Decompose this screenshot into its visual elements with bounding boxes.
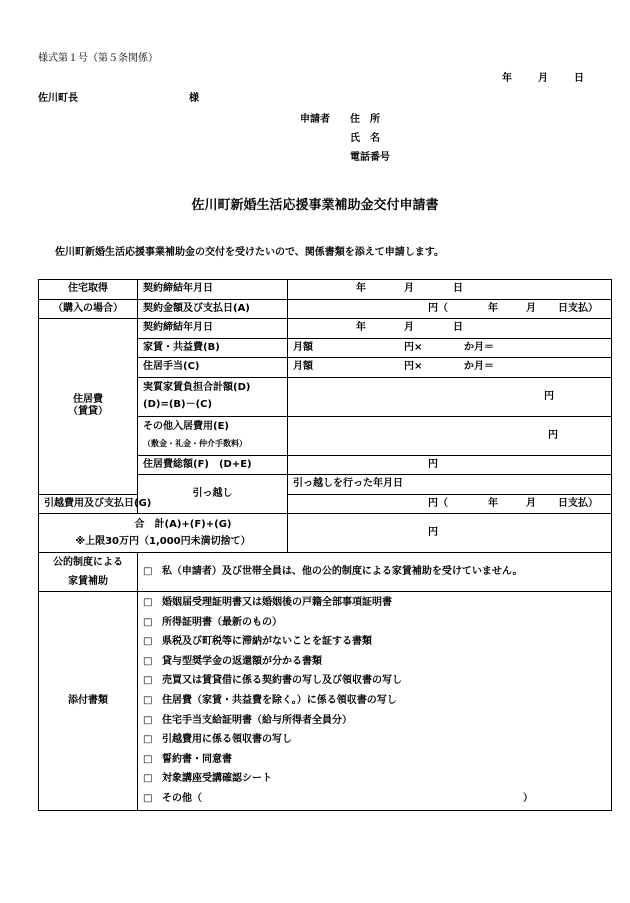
- attachment-checkbox[interactable]: □: [143, 616, 153, 628]
- form-number: 様式第１号（第５条関係）: [38, 53, 158, 64]
- day-unit: 日: [453, 322, 463, 334]
- attachment-checkbox[interactable]: □: [143, 675, 153, 687]
- other-costs-label-line1: その他入居費用(E): [143, 421, 229, 432]
- actual-rent-label-line2: (D)=(B)－(C): [143, 399, 213, 410]
- yen-unit: 円: [428, 458, 438, 470]
- yen-paren-unit: 円（: [428, 497, 448, 509]
- attachment-label: 引越費用に係る領収書の写し: [162, 734, 292, 746]
- attachment-label: 婚姻届受理証明書又は婚姻後の戸籍全部事項証明書: [162, 597, 392, 608]
- table-row: [39, 280, 612, 300]
- list-item: [143, 711, 606, 731]
- actual-rent-label-line1: 実質家賃負担合計額(D): [143, 382, 251, 393]
- rental-cat-line2: （賃貸）: [68, 406, 108, 418]
- list-item: [143, 671, 606, 691]
- attachment-label: 誓約書・同意書: [162, 753, 232, 765]
- attachment-checkbox[interactable]: □: [143, 734, 153, 746]
- actual-rent-value[interactable]: [288, 377, 612, 416]
- yen-unit: 円: [428, 527, 438, 538]
- months-eq-unit: か月＝: [464, 361, 494, 373]
- moving-date-label: 引っ越しを行った年月日: [288, 475, 612, 495]
- list-item: [143, 632, 606, 652]
- public-subsidy-cat: [39, 553, 138, 592]
- intro-text: 佐川町新婚生活応援事業補助金の交付を受けたいので、関係書類を添えて申請します。: [55, 247, 444, 258]
- attachment-checkbox[interactable]: □: [143, 694, 153, 706]
- housing-total-value[interactable]: [288, 455, 612, 475]
- table-row: [39, 592, 612, 811]
- housing-acq-cat-line1: 住宅取得: [39, 280, 138, 300]
- paid-close-unit: 日支払）: [558, 497, 598, 509]
- table-row: [39, 494, 612, 514]
- date-month: 月: [538, 73, 548, 84]
- month-unit: 月: [404, 283, 414, 295]
- month-unit: 月: [526, 497, 536, 509]
- housing-total-label: 住居費総額(F) (D+E): [138, 455, 288, 475]
- housing-acq-amount-label: 契約金額及び支払日(A): [138, 299, 288, 319]
- list-item: [143, 789, 606, 809]
- housing-acq-cat-line2: （購入の場合）: [39, 299, 138, 319]
- table-row: [39, 514, 612, 553]
- list-item: [143, 691, 606, 711]
- attachment-label: 県税及び町税等に滞納がないことを証する書類: [162, 636, 372, 648]
- housing-acq-amount-value[interactable]: [288, 299, 612, 319]
- moving-cat: 引っ越し: [138, 475, 288, 514]
- allowance-label: 住居手当(C): [138, 358, 288, 378]
- attachment-checkbox[interactable]: □: [143, 773, 153, 785]
- attachment-checkbox[interactable]: □: [143, 792, 153, 804]
- moving-cost-value[interactable]: [288, 494, 612, 514]
- table-row: [39, 299, 612, 319]
- list-item: [143, 652, 606, 672]
- attachment-label: その他（: [162, 792, 202, 804]
- attachment-label: 住居費（家賃・共益費を除く。）に係る領収書の写し: [162, 694, 397, 706]
- addressee: 佐川町長: [38, 93, 78, 104]
- attachment-label: 対象講座受講確認シート: [162, 773, 272, 785]
- day-unit: 日: [453, 283, 463, 295]
- yen-paren-unit: 円（: [428, 302, 448, 314]
- public-subsidy-cat-line2: 家賃補助: [68, 575, 108, 587]
- month-unit: 月: [526, 302, 536, 314]
- year-unit: 年: [488, 302, 498, 314]
- times-unit: 円×: [404, 341, 423, 353]
- year-unit: 年: [488, 497, 498, 509]
- sum-label-line2: ※上限30万円（1,000円未満切捨て）: [75, 535, 251, 547]
- months-eq-unit: か月＝: [464, 341, 494, 353]
- list-item: [143, 593, 606, 613]
- sum-label-line1: 合 計(A)+(F)+(G): [134, 518, 232, 530]
- attachment-label: 所得証明書（最新のもの）: [162, 616, 282, 628]
- attachment-label: 貸与型奨学金の返還額が分かる書類: [162, 655, 322, 667]
- housing-acq-contract-date-value[interactable]: [288, 280, 612, 300]
- rental-contract-date-value[interactable]: [288, 319, 612, 339]
- table-row: [39, 319, 612, 339]
- year-unit: 年: [356, 283, 366, 295]
- addressee-honorific: 様: [189, 93, 199, 104]
- moving-cost-label: 引越費用及び支払日(G): [39, 494, 138, 514]
- other-close-paren: ）: [523, 792, 533, 804]
- attachment-checkbox[interactable]: □: [143, 597, 153, 608]
- attachment-checkbox[interactable]: □: [143, 753, 153, 765]
- rental-contract-date-label: 契約締結年月日: [138, 319, 288, 339]
- other-costs-label: [138, 416, 288, 455]
- allowance-value[interactable]: [288, 358, 612, 378]
- sum-label: [39, 514, 288, 553]
- yen-unit: 円: [548, 429, 558, 441]
- paid-close-unit: 日支払）: [558, 302, 598, 314]
- attachment-label: 売買又は賃貸借に係る契約書の写し及び領収書の写し: [162, 675, 402, 687]
- rent-label: 家賃・共益費(B): [138, 338, 288, 358]
- rental-cat: [39, 319, 138, 495]
- list-item: [143, 613, 606, 633]
- public-subsidy-statement: [138, 553, 612, 592]
- attachment-label: 住宅手当支給証明書（給与所得者全員分）: [162, 714, 352, 726]
- list-item: [143, 769, 606, 789]
- attachment-checkbox[interactable]: □: [143, 636, 153, 648]
- date-day: 日: [574, 73, 584, 84]
- year-unit: 年: [356, 322, 366, 334]
- housing-acq-contract-date-label: 契約締結年月日: [138, 280, 288, 300]
- public-subsidy-text: 私（申請者）及び世帯全員は、他の公的制度による家賃補助を受けていません。: [161, 566, 523, 577]
- rental-cat-line1: 住居費: [73, 394, 103, 406]
- month-unit: 月: [404, 322, 414, 334]
- application-table: [38, 279, 612, 811]
- applicant-label: 申請者: [300, 114, 330, 125]
- phone-label: 電話番号: [350, 152, 390, 163]
- monthly-unit: 月額: [293, 361, 313, 373]
- list-item: [143, 750, 606, 770]
- monthly-unit: 月額: [293, 341, 313, 353]
- list-item: [143, 730, 606, 750]
- date-year: 年: [502, 73, 512, 84]
- sum-value[interactable]: [288, 514, 612, 553]
- address-label: 住 所: [350, 114, 380, 125]
- public-subsidy-checkbox[interactable]: □: [143, 566, 153, 577]
- attachments-list: [138, 592, 612, 811]
- other-costs-value[interactable]: [288, 416, 612, 455]
- attachments-cat: 添付書類: [39, 592, 138, 811]
- actual-rent-label: [138, 377, 288, 416]
- page-title: 佐川町新婚生活応援事業補助金交付申請書: [191, 198, 439, 213]
- yen-unit: 円: [544, 390, 554, 402]
- rent-value[interactable]: [288, 338, 612, 358]
- attachment-checkbox[interactable]: □: [143, 714, 153, 726]
- other-costs-label-line2: （敷金・礼金・仲介手数料）: [143, 439, 247, 448]
- attachment-checkbox[interactable]: □: [143, 655, 153, 667]
- name-label: 氏 名: [350, 133, 380, 144]
- public-subsidy-cat-line1: 公的制度による: [53, 556, 123, 568]
- table-row: [39, 553, 612, 592]
- times-unit: 円×: [404, 361, 423, 373]
